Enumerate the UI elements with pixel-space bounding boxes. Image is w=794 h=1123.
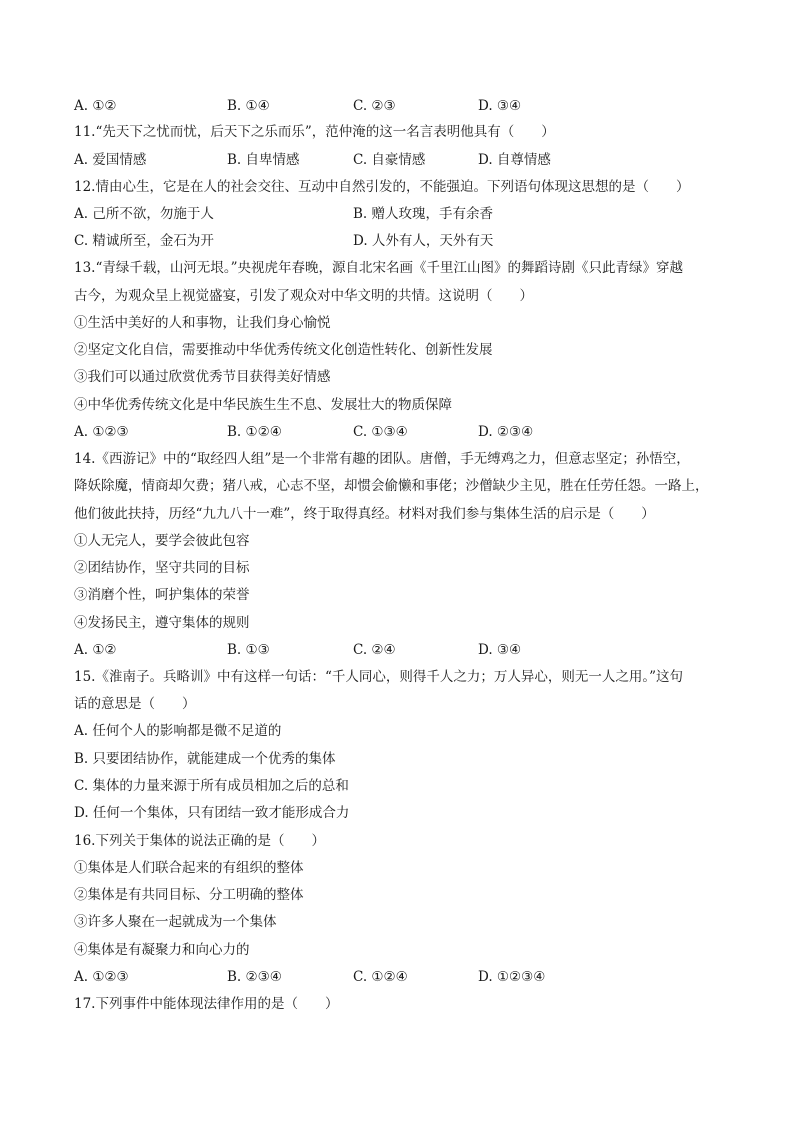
option-c: C. ②④ (353, 642, 396, 658)
question-14-stem: 14.《西游记》中的“取经四人组”是一个非常有趣的团队。唐僧，手无缚鸡之力，但意志坚定；孙悟空， (74, 451, 690, 467)
option-c: C. 集体的力量来源于所有成员相加之后的总和 (74, 778, 349, 794)
statement-2: ②团结协作，坚守共同的目标 (74, 560, 250, 576)
option-c: C. 精诚所至，金石为开 (74, 233, 214, 249)
option-b: B. ①③ (227, 642, 270, 658)
statement-4: ④中华优秀传统文化是中华民族生生不息、发展壮大的物质保障 (74, 397, 452, 413)
statement-1: ①人无完人，要学会彼此包容 (74, 533, 250, 549)
question-13-stem: 13.“青绿千载，山河无垠。”央视虎年春晚，源自北宋名画《千里江山图》的舞蹈诗剧《只此青绿》穿越 (74, 260, 684, 276)
statement-3: ③消磨个性，呵护集体的荣誉 (74, 587, 250, 603)
option-b: B. 只要团结协作，就能建成一个优秀的集体 (74, 751, 336, 767)
option-b: B. ①②④ (227, 424, 282, 440)
statement-2: ②集体是有共同目标、分工明确的整体 (74, 887, 304, 903)
option-c: C. ①②④ (353, 969, 408, 985)
question-16-stem: 16.下列关于集体的说法正确的是（ ） (74, 833, 325, 849)
statement-1: ①集体是人们联合起来的有组织的整体 (74, 860, 304, 876)
question-14-stem-cont: 他们彼此扶持，历经“九九八十一难”，终于取得真经。材料对我们参与集体生活的启示是（ ） (74, 506, 655, 522)
option-a: A. ①② (74, 98, 117, 114)
statement-2: ②坚定文化自信，需要推动中华优秀传统文化创造性转化、创新性发展 (74, 342, 493, 358)
statement-3: ③许多人聚在一起就成为一个集体 (74, 914, 277, 930)
option-a: A. ①②③ (74, 424, 129, 440)
option-d: D. 自尊情感 (478, 152, 551, 168)
option-d: D. ③④ (478, 642, 522, 658)
question-17-stem: 17.下列事件中能体现法律作用的是（ ） (74, 996, 339, 1012)
question-15-stem: 15.《淮南子。兵略训》中有这样一句话：“千人同心，则得千人之力；万人异心，则无一人之用。”这句 (74, 669, 684, 685)
option-c: C. ①③④ (353, 424, 408, 440)
question-12-stem: 12.情由心生，它是在人的社会交往、互动中自然引发的，不能强迫。下列语句体现这思想的是（ ） (74, 179, 690, 195)
option-a: A. 任何个人的影响都是微不足道的 (74, 723, 282, 739)
statement-4: ④集体是有凝聚力和向心力的 (74, 942, 250, 958)
option-d: D. ③④ (478, 98, 522, 114)
question-14-stem-cont: 降妖除魔，情商却欠费；猪八戒，心志不坚，却惯会偷懒和事佬；沙僧缺少主见，胜在任劳任怨。一路上， (74, 478, 709, 494)
option-b: B. 自卑情感 (227, 152, 300, 168)
option-b: B. ①④ (227, 98, 270, 114)
option-d: D. ①②③④ (478, 969, 546, 985)
statement-3: ③我们可以通过欣赏优秀节目获得美好情感 (74, 369, 331, 385)
statement-1: ①生活中美好的人和事物，让我们身心愉悦 (74, 315, 331, 331)
question-11-stem: 11.“先天下之忧而忧，后天下之乐而乐”，范仲淹的这一名言表明他具有（ ） (74, 124, 555, 140)
option-d: D. 任何一个集体，只有团结一致才能形成合力 (74, 805, 350, 821)
option-d: D. ②③④ (478, 424, 534, 440)
question-15-stem-cont: 话的意思是（ ） (74, 696, 196, 712)
option-a: A. 爱国情感 (74, 152, 147, 168)
option-c: C. 自豪情感 (353, 152, 426, 168)
option-b: B. ②③④ (227, 969, 282, 985)
option-a: A. 己所不欲，勿施于人 (74, 206, 214, 222)
option-c: C. ②③ (353, 98, 396, 114)
option-b: B. 赠人玫瑰，手有余香 (353, 206, 494, 222)
option-a: A. ①② (74, 642, 117, 658)
option-a: A. ①②③ (74, 969, 129, 985)
statement-4: ④发扬民主，遵守集体的规则 (74, 615, 250, 631)
option-d: D. 人外有人，天外有天 (353, 233, 494, 249)
question-13-stem-cont: 古今，为观众呈上视觉盛宴，引发了观众对中华文明的共情。这说明（ ） (74, 288, 533, 304)
